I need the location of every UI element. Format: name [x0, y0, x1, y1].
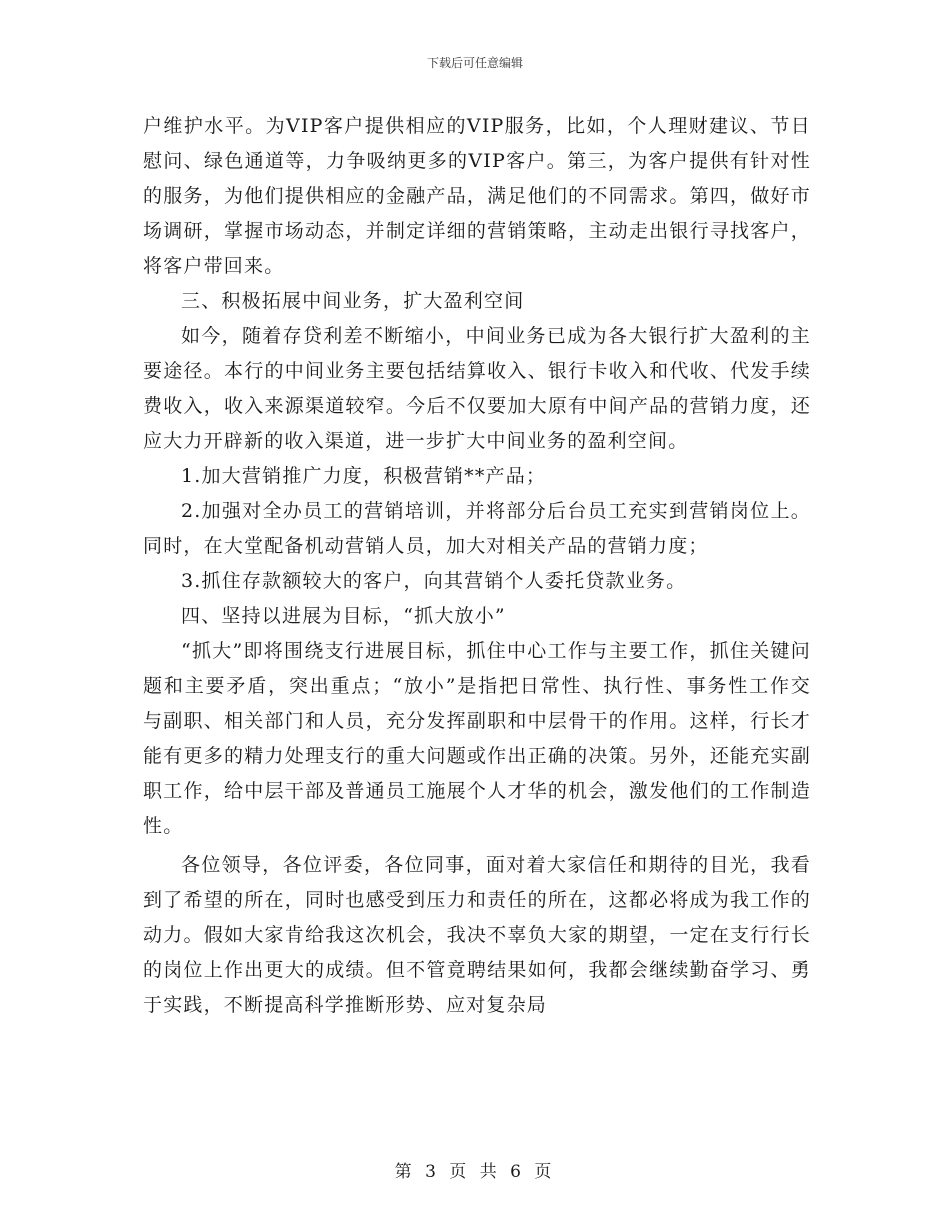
page-number: 第 3 页 共 6 页 [394, 1162, 556, 1182]
paragraph-closing: 各位领导，各位评委，各位同事，面对着大家信任和期待的目光，我看到了希望的所在，同时也感受到压力和责任的所在，这都必将成为我工作的动力。假如大家肯给我这次机会，我决不辜负大家的期望，一定在支行行长的岗位上作出更大的成绩。但不管竟聘结果如何，我都会继续勤奋学习、勇于实践，不断提高科学推断形势、应对复杂局 [143, 854, 811, 1016]
list-item-1: 1.加大营销推广力度，积极营销**产品； [181, 465, 547, 487]
paragraph-intermediate-business: 如今，随着存贷利差不断缩小，中间业务已成为各大银行扩大盈利的主要途径。本行的中间业务主要包括结算收入、银行卡收入和代收、代发手续费收入，收入来源渠道较窄。今后不仅要加大原有中间产品的营销力度，还应大力开辟新的收入渠道，进一步扩大中间业务的盈利空间。 [143, 325, 811, 452]
document-body [143, 109, 811, 1023]
paragraph-vip-service: 户维护水平。为VIP客户提供相应的VIP服务，比如，个人理财建议、节日慰问、绿色通道等，力争吸纳更多的VIP客户。第三，为客户提供有针对性的服务，为他们提供相应的金融产品，满足他们的不同需求。第四，做好市场调研，掌握市场动态，并制定详细的营销策略，主动走出银行寻找客户，将客户带回来。 [143, 115, 811, 277]
heading-section-four: 四、坚持以进展为目标，“抓大放小” [181, 605, 506, 627]
list-item-3: 3.抓住存款额较大的客户，向其营销个人委托贷款业务。 [181, 570, 687, 592]
heading-section-three: 三、积极拓展中间业务，扩大盈利空间 [181, 290, 525, 312]
list-item-2: 2.加强对全办员工的营销培训，并将部分后台员工充实到营销岗位上。同时，在大堂配备机动营销人员，加大对相关产品的营销力度； [143, 500, 811, 557]
paragraph-grasp-big: “抓大”即将围绕支行进展目标，抓住中心工作与主要工作，抓住关键问题和主要矛盾，突出重点；“放小”是指把日常性、执行性、事务性工作交与副职、相关部门和人员，充分发挥副职和中层骨干的作用。这样，行长才能有更多的精力处理支行的重大问题或作出正确的决策。另外，还能充实副职工作，给中层干部及普通员工施展个人才华的机会，激发他们的工作制造性。 [143, 640, 811, 837]
page-header: 下载后可任意编辑 [426, 56, 523, 70]
